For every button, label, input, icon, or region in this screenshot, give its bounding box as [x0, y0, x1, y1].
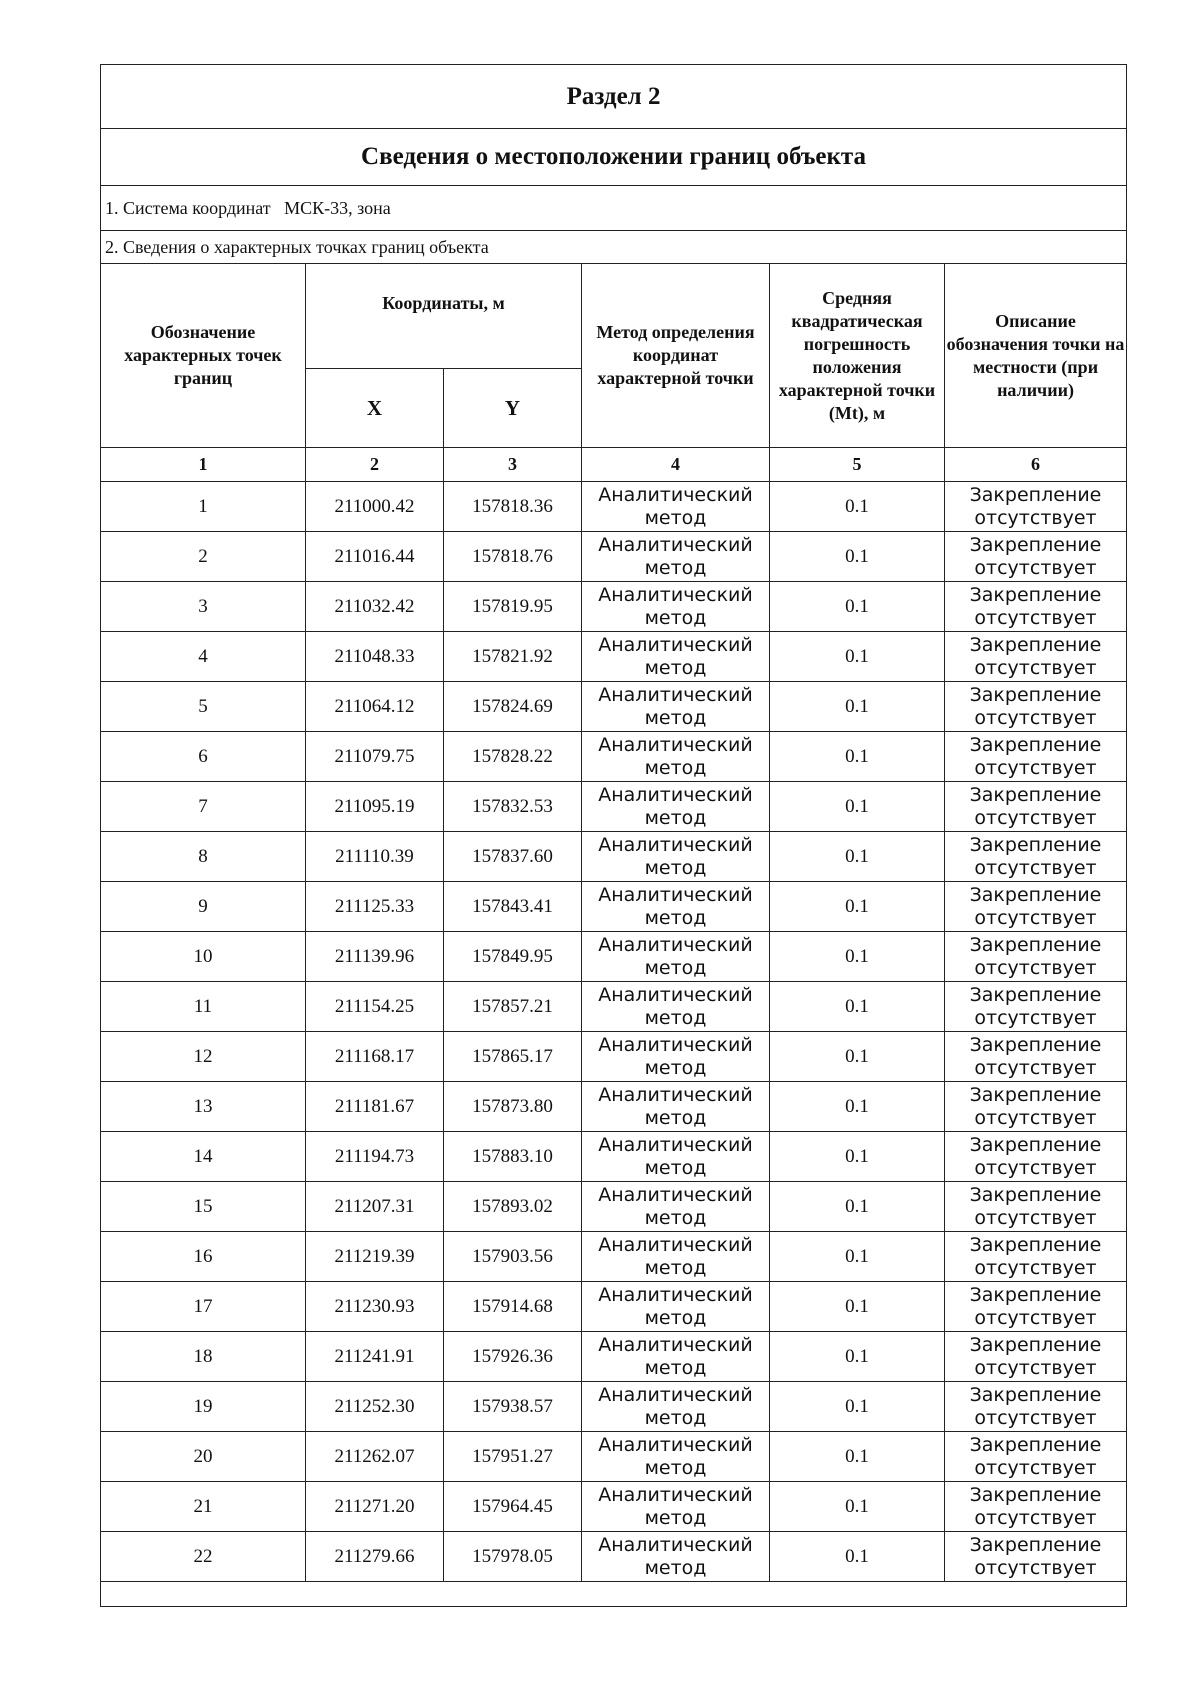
coordinate-y: 157849.95 — [444, 932, 582, 982]
method-text: Аналитический — [598, 483, 753, 506]
description-text: отсутствует — [974, 856, 1097, 879]
description-text: Закрепление — [969, 483, 1102, 506]
error-value: 0.1 — [770, 1082, 945, 1132]
section-title: Раздел 2 — [101, 65, 1127, 129]
point-number: 4 — [101, 632, 306, 682]
error-value: 0.1 — [770, 832, 945, 882]
method-text: Аналитический — [598, 1183, 753, 1206]
table-row — [101, 832, 1127, 882]
description-text: Закрепление — [969, 833, 1102, 856]
description-cell — [945, 1432, 1127, 1482]
method-text: Аналитический — [598, 1033, 753, 1056]
error-value: 0.1 — [770, 1032, 945, 1082]
description-text: отсутствует — [974, 956, 1097, 979]
coordinate-y: 157819.95 — [444, 582, 582, 632]
method-cell — [582, 682, 770, 732]
description-text: Закрепление — [969, 583, 1102, 606]
method-cell — [582, 1232, 770, 1282]
table-row — [101, 632, 1127, 682]
column-number: 1 — [101, 448, 306, 482]
description-cell — [945, 882, 1127, 932]
description-cell — [945, 832, 1127, 882]
coordinate-y: 157824.69 — [444, 682, 582, 732]
method-text: метод — [644, 1406, 707, 1429]
method-cell — [582, 782, 770, 832]
description-text: Закрепление — [969, 1483, 1102, 1506]
table-row — [101, 932, 1127, 982]
description-text: Закрепление — [969, 733, 1102, 756]
table-row — [101, 482, 1127, 532]
error-value: 0.1 — [770, 632, 945, 682]
coordinate-x: 211279.66 — [306, 1532, 444, 1582]
table-row — [101, 1232, 1127, 1282]
method-text: Аналитический — [598, 1383, 753, 1406]
coordinate-y: 157938.57 — [444, 1382, 582, 1432]
coordinate-x: 211262.07 — [306, 1432, 444, 1482]
method-cell — [582, 632, 770, 682]
description-text: отсутствует — [974, 1456, 1097, 1479]
error-value: 0.1 — [770, 582, 945, 632]
error-value: 0.1 — [770, 1182, 945, 1232]
error-value: 0.1 — [770, 882, 945, 932]
description-text: Закрепление — [969, 1383, 1102, 1406]
point-number: 12 — [101, 1032, 306, 1082]
column-number: 6 — [945, 448, 1127, 482]
method-text: Аналитический — [598, 533, 753, 556]
coordinate-y: 157821.92 — [444, 632, 582, 682]
method-cell — [582, 582, 770, 632]
method-text: Аналитический — [598, 1333, 753, 1356]
description-text: отсутствует — [974, 806, 1097, 829]
method-text: метод — [644, 706, 707, 729]
description-text: Закрепление — [969, 533, 1102, 556]
description-text: Закрепление — [969, 683, 1102, 706]
coordinate-x: 211095.19 — [306, 782, 444, 832]
coordinate-y: 157883.10 — [444, 1132, 582, 1182]
table-row — [101, 982, 1127, 1032]
coordinate-y: 157964.45 — [444, 1482, 582, 1532]
description-text: Закрепление — [969, 1283, 1102, 1306]
description-text: отсутствует — [974, 1106, 1097, 1129]
point-number: 18 — [101, 1332, 306, 1382]
description-text: Закрепление — [969, 1133, 1102, 1156]
coordinate-y: 157857.21 — [444, 982, 582, 1032]
coordinate-y: 157926.36 — [444, 1332, 582, 1382]
description-text: отсутствует — [974, 506, 1097, 529]
method-cell — [582, 1482, 770, 1532]
method-text: метод — [644, 1506, 707, 1529]
method-text: метод — [644, 806, 707, 829]
description-text: отсутствует — [974, 1306, 1097, 1329]
description-cell — [945, 1282, 1127, 1332]
table-row — [101, 1482, 1127, 1532]
coordinate-x: 211139.96 — [306, 932, 444, 982]
document-sheet — [100, 64, 1126, 1607]
error-value: 0.1 — [770, 482, 945, 532]
method-text: Аналитический — [598, 1283, 753, 1306]
table-row — [101, 1332, 1127, 1382]
description-text: Закрепление — [969, 1033, 1102, 1056]
method-cell — [582, 1432, 770, 1482]
point-number: 10 — [101, 932, 306, 982]
description-text: Закрепление — [969, 1183, 1102, 1206]
method-cell — [582, 1332, 770, 1382]
error-value: 0.1 — [770, 782, 945, 832]
description-text: отсутствует — [974, 906, 1097, 929]
description-cell — [945, 1382, 1127, 1432]
coordinate-x: 211271.20 — [306, 1482, 444, 1532]
description-cell — [945, 482, 1127, 532]
header-description: Описание обозначения точки на местности (при наличии) — [945, 264, 1127, 448]
method-text: метод — [644, 506, 707, 529]
description-text: Закрепление — [969, 1333, 1102, 1356]
description-cell — [945, 782, 1127, 832]
table-row — [101, 532, 1127, 582]
error-value: 0.1 — [770, 532, 945, 582]
method-text: метод — [644, 556, 707, 579]
method-text: метод — [644, 1556, 707, 1579]
description-cell — [945, 632, 1127, 682]
method-text: Аналитический — [598, 833, 753, 856]
method-text: метод — [644, 1106, 707, 1129]
coordinate-x: 211048.33 — [306, 632, 444, 682]
description-text: Закрепление — [969, 1083, 1102, 1106]
description-text: отсутствует — [974, 1506, 1097, 1529]
description-text: отсутствует — [974, 556, 1097, 579]
method-text: метод — [644, 656, 707, 679]
table-row — [101, 1182, 1127, 1232]
description-cell — [945, 582, 1127, 632]
description-text: отсутствует — [974, 1156, 1097, 1179]
error-value: 0.1 — [770, 982, 945, 1032]
method-cell — [582, 732, 770, 782]
description-text: отсутствует — [974, 606, 1097, 629]
document-title: Сведения о местоположении границ объекта — [101, 129, 1127, 186]
description-cell — [945, 982, 1127, 1032]
coordinate-x: 211194.73 — [306, 1132, 444, 1182]
error-value: 0.1 — [770, 1232, 945, 1282]
description-text: Закрепление — [969, 783, 1102, 806]
method-text: метод — [644, 906, 707, 929]
method-text: Аналитический — [598, 1083, 753, 1106]
table-row — [101, 682, 1127, 732]
error-value: 0.1 — [770, 1482, 945, 1532]
method-text: метод — [644, 1356, 707, 1379]
coordinate-y: 157893.02 — [444, 1182, 582, 1232]
method-cell — [582, 882, 770, 932]
method-cell — [582, 532, 770, 582]
error-value: 0.1 — [770, 732, 945, 782]
method-cell — [582, 982, 770, 1032]
description-text: Закрепление — [969, 883, 1102, 906]
point-number: 7 — [101, 782, 306, 832]
method-text: Аналитический — [598, 783, 753, 806]
method-text: Аналитический — [598, 1133, 753, 1156]
method-text: Аналитический — [598, 883, 753, 906]
description-text: Закрепление — [969, 633, 1102, 656]
description-cell — [945, 532, 1127, 582]
description-text: отсутствует — [974, 1206, 1097, 1229]
method-cell — [582, 1532, 770, 1582]
point-number: 13 — [101, 1082, 306, 1132]
description-cell — [945, 1082, 1127, 1132]
method-text: метод — [644, 1006, 707, 1029]
coordinate-x: 211207.31 — [306, 1182, 444, 1232]
description-cell — [945, 1132, 1127, 1182]
point-number: 5 — [101, 682, 306, 732]
header-error: Средняя квадратическая погрешность положения характерной точки (Mt), м — [770, 264, 945, 448]
error-value: 0.1 — [770, 1532, 945, 1582]
coordinate-x: 211219.39 — [306, 1232, 444, 1282]
table-row — [101, 732, 1127, 782]
coordinate-x: 211125.33 — [306, 882, 444, 932]
method-text: Аналитический — [598, 633, 753, 656]
description-text: отсутствует — [974, 1556, 1097, 1579]
description-text: отсутствует — [974, 1056, 1097, 1079]
coordinate-y: 157837.60 — [444, 832, 582, 882]
method-cell — [582, 932, 770, 982]
coordinate-x: 211079.75 — [306, 732, 444, 782]
description-cell — [945, 682, 1127, 732]
description-text: отсутствует — [974, 1256, 1097, 1279]
method-cell — [582, 1382, 770, 1432]
point-number: 17 — [101, 1282, 306, 1332]
method-text: Аналитический — [598, 583, 753, 606]
coordinate-y: 157832.53 — [444, 782, 582, 832]
coordinate-y: 157843.41 — [444, 882, 582, 932]
error-value: 0.1 — [770, 1382, 945, 1432]
point-number: 1 — [101, 482, 306, 532]
method-text: Аналитический — [598, 733, 753, 756]
header-designation: Обозначение характерных точек границ — [101, 264, 306, 448]
header-y: Y — [444, 369, 582, 448]
coordinate-x: 211252.30 — [306, 1382, 444, 1432]
coordinate-y: 157873.80 — [444, 1082, 582, 1132]
method-text: метод — [644, 956, 707, 979]
method-cell — [582, 1082, 770, 1132]
table-row — [101, 782, 1127, 832]
description-cell — [945, 732, 1127, 782]
error-value: 0.1 — [770, 932, 945, 982]
coordinate-x: 211181.67 — [306, 1082, 444, 1132]
coordinate-x: 211000.42 — [306, 482, 444, 532]
method-cell — [582, 1182, 770, 1232]
point-number: 22 — [101, 1532, 306, 1582]
coordinate-y: 157818.36 — [444, 482, 582, 532]
method-text: метод — [644, 1156, 707, 1179]
table-row — [101, 1382, 1127, 1432]
description-text: отсутствует — [974, 1356, 1097, 1379]
table-row — [101, 882, 1127, 932]
coordinate-x: 211241.91 — [306, 1332, 444, 1382]
table-row — [101, 1432, 1127, 1482]
coordinate-y: 157818.76 — [444, 532, 582, 582]
point-number: 19 — [101, 1382, 306, 1432]
coordinate-x: 211032.42 — [306, 582, 444, 632]
method-text: Аналитический — [598, 983, 753, 1006]
coordinate-x: 211016.44 — [306, 532, 444, 582]
description-text: отсутствует — [974, 656, 1097, 679]
error-value: 0.1 — [770, 1432, 945, 1482]
method-cell — [582, 1132, 770, 1182]
description-cell — [945, 1482, 1127, 1532]
method-text: метод — [644, 1256, 707, 1279]
description-cell — [945, 1232, 1127, 1282]
description-text: отсутствует — [974, 1406, 1097, 1429]
boundary-points-table — [100, 64, 1127, 1607]
coordinate-x: 211154.25 — [306, 982, 444, 1032]
point-number: 9 — [101, 882, 306, 932]
method-text: метод — [644, 1456, 707, 1479]
coordinate-x: 211230.93 — [306, 1282, 444, 1332]
error-value: 0.1 — [770, 1132, 945, 1182]
point-number: 2 — [101, 532, 306, 582]
description-cell — [945, 932, 1127, 982]
description-text: отсутствует — [974, 756, 1097, 779]
table-row — [101, 582, 1127, 632]
description-cell — [945, 1532, 1127, 1582]
coordinate-y: 157828.22 — [444, 732, 582, 782]
description-cell — [945, 1332, 1127, 1382]
table-row — [101, 1032, 1127, 1082]
header-x: X — [306, 369, 444, 448]
table-row — [101, 1132, 1127, 1182]
coordinate-x: 211110.39 — [306, 832, 444, 882]
point-number: 3 — [101, 582, 306, 632]
coordinate-y: 157865.17 — [444, 1032, 582, 1082]
point-number: 16 — [101, 1232, 306, 1282]
description-cell — [945, 1182, 1127, 1232]
method-text: Аналитический — [598, 1483, 753, 1506]
description-text: отсутствует — [974, 706, 1097, 729]
column-number: 3 — [444, 448, 582, 482]
coordinate-y: 157903.56 — [444, 1232, 582, 1282]
column-number: 4 — [582, 448, 770, 482]
method-text: метод — [644, 856, 707, 879]
description-text: Закрепление — [969, 1233, 1102, 1256]
point-number: 20 — [101, 1432, 306, 1482]
point-number: 6 — [101, 732, 306, 782]
method-text: метод — [644, 1056, 707, 1079]
method-text: Аналитический — [598, 1233, 753, 1256]
table-row — [101, 1082, 1127, 1132]
method-text: метод — [644, 756, 707, 779]
method-text: Аналитический — [598, 1533, 753, 1556]
empty-cell — [101, 1582, 1127, 1607]
header-method: Метод определения координат характерной точки — [582, 264, 770, 448]
column-number: 5 — [770, 448, 945, 482]
point-number: 8 — [101, 832, 306, 882]
method-cell — [582, 832, 770, 882]
column-number: 2 — [306, 448, 444, 482]
method-text: Аналитический — [598, 1433, 753, 1456]
method-text: Аналитический — [598, 933, 753, 956]
point-number: 15 — [101, 1182, 306, 1232]
method-text: метод — [644, 1206, 707, 1229]
description-text: отсутствует — [974, 1006, 1097, 1029]
description-text: Закрепление — [969, 983, 1102, 1006]
description-text: Закрепление — [969, 933, 1102, 956]
coordinate-x: 211064.12 — [306, 682, 444, 732]
coordinate-x: 211168.17 — [306, 1032, 444, 1082]
point-number: 21 — [101, 1482, 306, 1532]
table-footer-row — [101, 1582, 1127, 1607]
description-text: Закрепление — [969, 1533, 1102, 1556]
coordinate-y: 157978.05 — [444, 1532, 582, 1582]
error-value: 0.1 — [770, 682, 945, 732]
method-text: метод — [644, 606, 707, 629]
coordinate-y: 157951.27 — [444, 1432, 582, 1482]
coordinate-y: 157914.68 — [444, 1282, 582, 1332]
error-value: 0.1 — [770, 1282, 945, 1332]
header-coordinates: Координаты, м — [306, 264, 582, 369]
point-number: 11 — [101, 982, 306, 1032]
table-row — [101, 1282, 1127, 1332]
description-cell — [945, 1032, 1127, 1082]
method-text: Аналитический — [598, 683, 753, 706]
method-text: метод — [644, 1306, 707, 1329]
method-cell — [582, 1282, 770, 1332]
error-value: 0.1 — [770, 1332, 945, 1382]
description-text: Закрепление — [969, 1433, 1102, 1456]
point-number: 14 — [101, 1132, 306, 1182]
points-heading: 2. Сведения о характерных точках границ объекта — [101, 231, 1127, 264]
table-row — [101, 1532, 1127, 1582]
method-cell — [582, 1032, 770, 1082]
method-cell — [582, 482, 770, 532]
coordinate-system-line: 1. Система координат МСК-33, зона — [101, 186, 1127, 231]
